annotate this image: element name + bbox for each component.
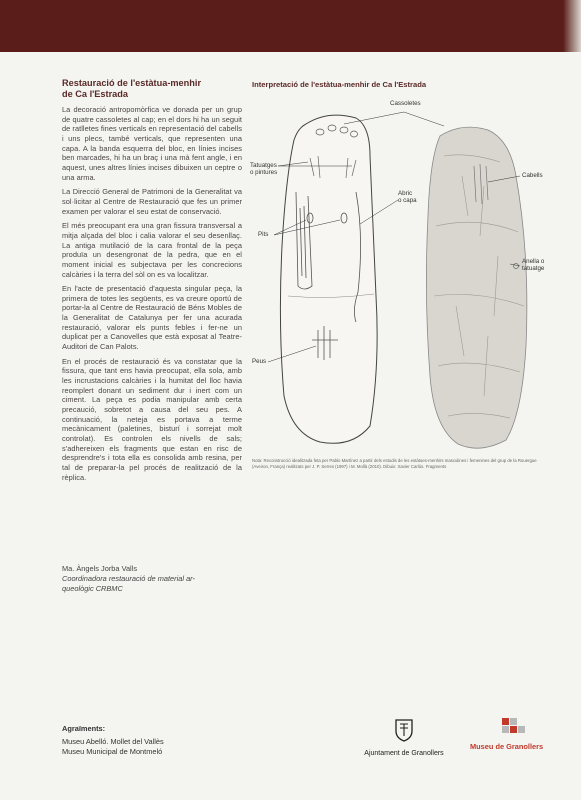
menhir-drawing bbox=[248, 96, 548, 456]
label-tatuatges bbox=[250, 162, 277, 176]
header-bar bbox=[0, 0, 581, 52]
ack-title: Agraïments: bbox=[62, 724, 106, 733]
label-tatuatges-line2: o pintures bbox=[250, 169, 278, 176]
label-abric-line2: o capa bbox=[398, 197, 417, 204]
menhir-figure bbox=[248, 96, 548, 456]
article-paragraph: El més preocupant era una gran fissura transversal a mitja alçada del bloc i calia valorar el seu desenllaç. La antiga mutilació de la cara frontal de la peça produïa un desengronat de la pedra, que en el moment inicial es subjectava per les concrecions calcàries i la terra del sòl on es va localitzar. bbox=[62, 221, 242, 279]
ajuntament-logo bbox=[356, 718, 452, 757]
label-abric bbox=[398, 190, 417, 204]
article-paragraph: La Direcció General de Patrimoni de la Generalitat va sol·licitar al Centre de Restauració que fes un primer examen per valorar el seu estat de conservació. bbox=[62, 187, 242, 216]
label-anella-line2: tatuatge bbox=[522, 265, 545, 272]
article-title bbox=[62, 78, 242, 100]
article-paragraph: En l'acte de presentació d'aquesta singular peça, la primera de totes les següents, es va creure oportú de portar-la al Centre de Restauració de Béns Mobles de la Generalitat de Catalunya per fer una acurada restauració, valorar els punts febles i fer-ne un duplicat per a Canovelles que està exposat al Teatre-Auditori de Can Palots. bbox=[62, 284, 242, 352]
museu-logo bbox=[470, 718, 560, 751]
label-cassoletes: Cassoletes bbox=[390, 100, 421, 107]
label-anella-line1: Anella o bbox=[522, 258, 545, 265]
article-paragraph: La decoració antropomòrfica ve donada per un grup de quatre cassoletes al cap; en el dors hi ha un seguit de ratlletes fines verticals en representació del cabells i uns plecs, també verticals, que representen una capa. A la banda esquerra del bloc, en línies incises ben marcades, hi ha un braç i una mà fent angle, i en aquest, unes altres línies incises dibuixen un ceptre o una arma. bbox=[62, 105, 242, 182]
figure-note: Nota: Reconstrucció idealitzada feta per Pablo Martínez a partir dels estudis de les estàtues-menhirs masculines i femenines del grup de la Rouergue (Aveiron, França) realitzats per J. P. Serres (1997) i M. Mollà (2010). Dibuix: Xavier Carlús. Fragments bbox=[252, 458, 537, 469]
museu-name: Museu de Granollers bbox=[470, 742, 544, 751]
ajuntament-name: Ajuntament de Granollers bbox=[364, 750, 444, 757]
signature-role-line1: Coordinadora restauració de material ar- bbox=[62, 574, 195, 583]
ack-item: Museu Municipal de Montmeló bbox=[62, 747, 163, 756]
article-title-line2: de Ca l'Estrada bbox=[62, 89, 129, 99]
article-title-line1: Restauració de l'estàtua-menhir bbox=[62, 78, 202, 88]
signature-block bbox=[62, 564, 252, 594]
article-column bbox=[62, 78, 242, 487]
label-cabells: Cabells bbox=[522, 172, 543, 179]
acknowledgements bbox=[62, 724, 164, 757]
signature-role-line2: queològic CRBMC bbox=[62, 584, 123, 593]
header-shade bbox=[563, 0, 581, 52]
figure-title: Interpretació de l'estàtua-menhir de Ca l'Estrada bbox=[252, 80, 427, 89]
ack-item: Museu Abelló. Mollet del Vallès bbox=[62, 737, 164, 746]
label-pits: Pits bbox=[258, 231, 269, 238]
label-peus: Peus bbox=[252, 358, 267, 365]
label-anella bbox=[522, 258, 544, 272]
museu-squares-icon bbox=[470, 718, 560, 740]
article-paragraph: En el procés de restauració és va constatar que la fissura, que tant ens havia preocupat, ella sola, amb les incrustacions calcàries i la humitat del lloc havia reomplert donant un sediment dur i inert com un ciment. La peça es podia manipular amb certa precaució, sobretot a causa del seu pes. A continuació, la neteja es portava a terme mecànicament (paletines, bisturí i sorrejat molt controlat). Es controlen els nivells de sals; s'adhereixen els fragments que estan en risc de desprendre's i tota ella es consolida amb resina, per tal de preparar-la pel procés de realització de la rèplica. bbox=[62, 356, 242, 482]
label-abric-line1: Abric bbox=[398, 190, 413, 197]
ajuntament-shield-icon bbox=[393, 718, 415, 742]
signature-name: Ma. Àngels Jorba Valls bbox=[62, 564, 138, 573]
label-tatuatges-line1: Tatuatges bbox=[250, 162, 277, 169]
menhir-front-outline bbox=[280, 115, 377, 443]
menhir-back-block bbox=[426, 127, 526, 448]
